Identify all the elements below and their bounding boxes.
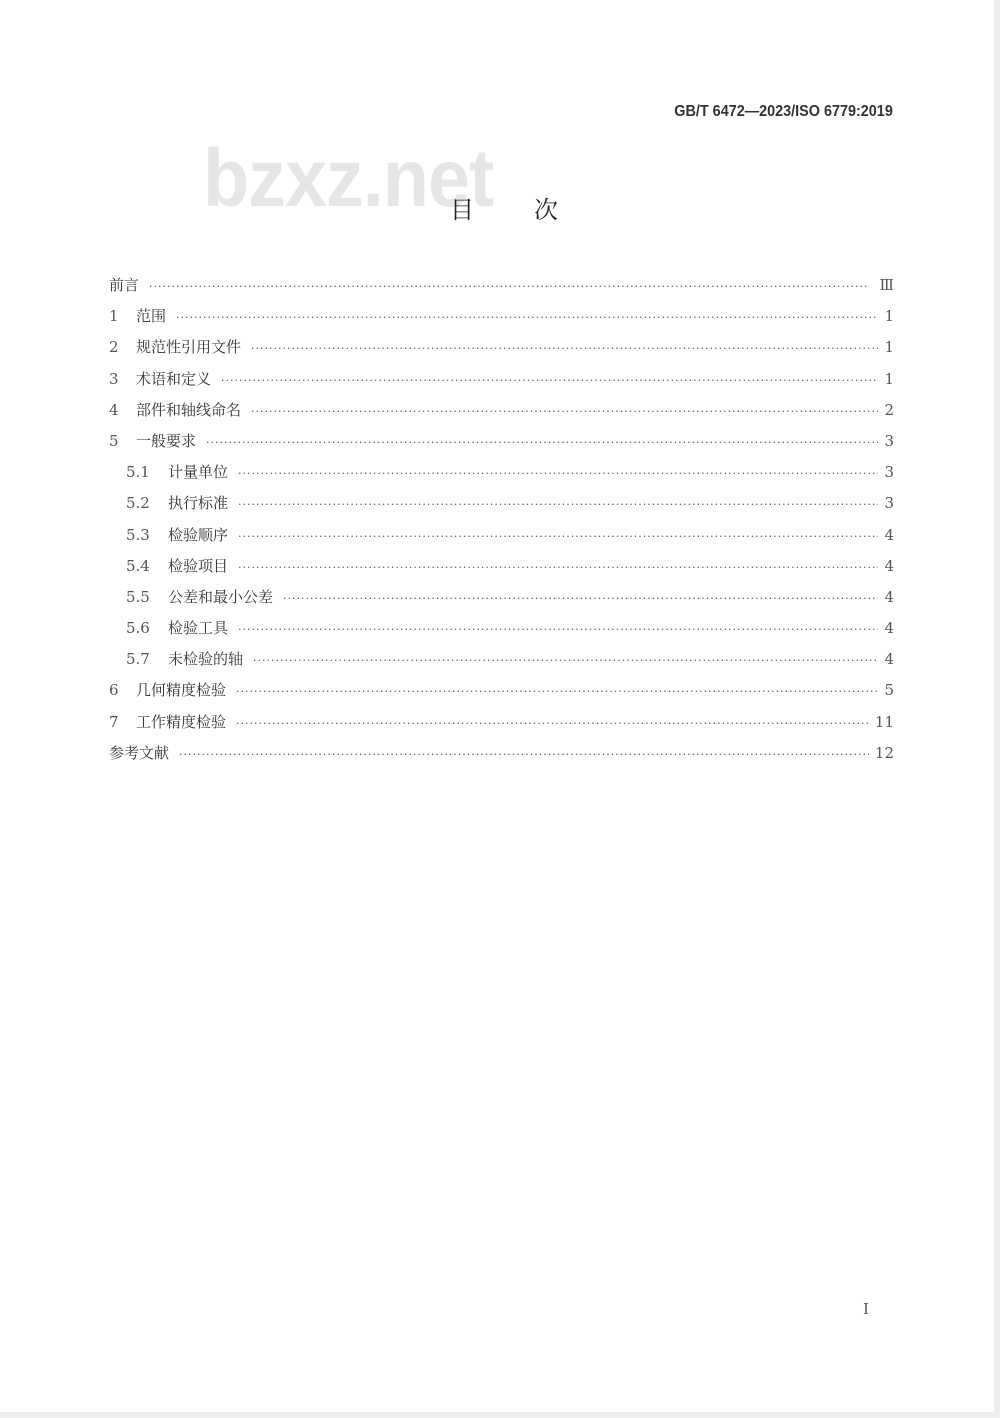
- toc-entry-label: 几何精度检验: [136, 681, 227, 700]
- toc-entry-label: 检验项目: [168, 556, 229, 575]
- toc-entry-page: 2: [884, 400, 894, 419]
- toc-leader-dots: [236, 717, 869, 730]
- toc-entry[interactable]: [109, 430, 894, 461]
- toc-entry[interactable]: [109, 617, 894, 648]
- toc-entry-number: 1: [109, 307, 119, 326]
- toc-entry-page: 4: [884, 587, 894, 606]
- toc-entry-page: 1: [884, 369, 894, 388]
- toc-entry-page: 4: [884, 525, 894, 544]
- toc-entry-page: 11: [874, 712, 894, 731]
- toc-entry-number: 6: [109, 681, 119, 700]
- toc-leader-dots: [149, 280, 874, 293]
- toc-leader-dots: [238, 561, 878, 574]
- toc-entry-page: 4: [884, 650, 894, 669]
- table-of-contents: [109, 274, 894, 773]
- toc-leader-dots: [206, 436, 878, 449]
- toc-entry[interactable]: [109, 399, 894, 430]
- toc-entry-number: 5.1: [126, 463, 150, 482]
- toc-entry-page: 4: [884, 556, 894, 575]
- toc-entry-number: 5.7: [126, 650, 150, 669]
- toc-entry-number: 5.6: [126, 619, 150, 638]
- toc-entry-number: 4: [109, 400, 119, 419]
- toc-entry[interactable]: [109, 742, 894, 773]
- toc-entry-page: 5: [884, 681, 894, 700]
- toc-leader-dots: [238, 530, 878, 543]
- toc-entry-label: 参考文献: [109, 743, 170, 762]
- toc-entry-label: 公差和最小公差: [168, 587, 274, 606]
- toc-entry[interactable]: [109, 586, 894, 617]
- toc-leader-dots: [179, 748, 869, 761]
- toc-entry-label: 执行标准: [168, 494, 229, 513]
- toc-leader-dots: [283, 592, 878, 605]
- toc-entry-label: 前言: [109, 276, 140, 294]
- toc-leader-dots: [238, 498, 878, 511]
- watermark: bzxz.net: [203, 133, 494, 224]
- toc-entry[interactable]: [109, 648, 894, 679]
- toc-entry[interactable]: [109, 679, 894, 710]
- toc-leader-dots: [251, 342, 878, 355]
- toc-entry[interactable]: [109, 336, 894, 367]
- toc-entry-label: 工作精度检验: [136, 712, 227, 731]
- toc-entry[interactable]: [109, 524, 894, 555]
- standard-number: GB/T 6472—2023/ISO 6779:2019: [674, 103, 893, 120]
- toc-entry-page: 12: [874, 743, 894, 762]
- toc-entry[interactable]: [109, 305, 894, 336]
- toc-entry-number: 5.3: [126, 525, 150, 544]
- toc-entry-label: 检验顺序: [168, 525, 229, 544]
- toc-entry[interactable]: [109, 492, 894, 523]
- toc-entry-page: 3: [884, 463, 894, 482]
- toc-leader-dots: [251, 405, 878, 418]
- toc-leader-dots: [238, 623, 878, 636]
- toc-entry[interactable]: [109, 555, 894, 586]
- toc-entry-page: Ⅲ: [879, 276, 894, 294]
- toc-entry[interactable]: [109, 368, 894, 399]
- toc-entry-label: 计量单位: [168, 463, 229, 482]
- toc-entry-page: 3: [884, 431, 894, 450]
- toc-entry-number: 2: [109, 338, 119, 357]
- toc-entry-number: 5.5: [126, 587, 150, 606]
- toc-entry-number: 5.4: [126, 556, 150, 575]
- toc-entry-label: 规范性引用文件: [136, 338, 242, 357]
- toc-entry-number: 3: [109, 369, 119, 388]
- toc-entry-page: 3: [884, 494, 894, 513]
- toc-leader-dots: [236, 685, 878, 698]
- toc-entry[interactable]: [109, 274, 894, 305]
- page-number: I: [863, 1300, 869, 1318]
- toc-entry-number: 5: [109, 431, 119, 450]
- page-edge-right: [994, 0, 1000, 1418]
- toc-entry-page: 1: [884, 338, 894, 357]
- toc-entry-label: 范围: [136, 307, 167, 326]
- toc-entry-page: 4: [884, 619, 894, 638]
- toc-entry-label: 检验工具: [168, 619, 229, 638]
- page-title: 目次: [450, 196, 618, 224]
- toc-entry-number: 5.2: [126, 494, 150, 513]
- toc-entry-label: 部件和轴线命名: [136, 400, 242, 419]
- toc-entry-page: 1: [884, 307, 894, 326]
- toc-leader-dots: [221, 374, 878, 387]
- toc-leader-dots: [176, 311, 878, 324]
- toc-leader-dots: [253, 654, 878, 667]
- toc-entry-label: 术语和定义: [136, 369, 212, 388]
- page-edge-bottom: [0, 1412, 1000, 1418]
- toc-entry-label: 一般要求: [136, 431, 197, 450]
- toc-entry[interactable]: [109, 711, 894, 742]
- toc-leader-dots: [238, 467, 878, 480]
- toc-entry-label: 未检验的轴: [168, 650, 244, 669]
- toc-entry-number: 7: [109, 712, 119, 731]
- toc-entry[interactable]: [109, 461, 894, 492]
